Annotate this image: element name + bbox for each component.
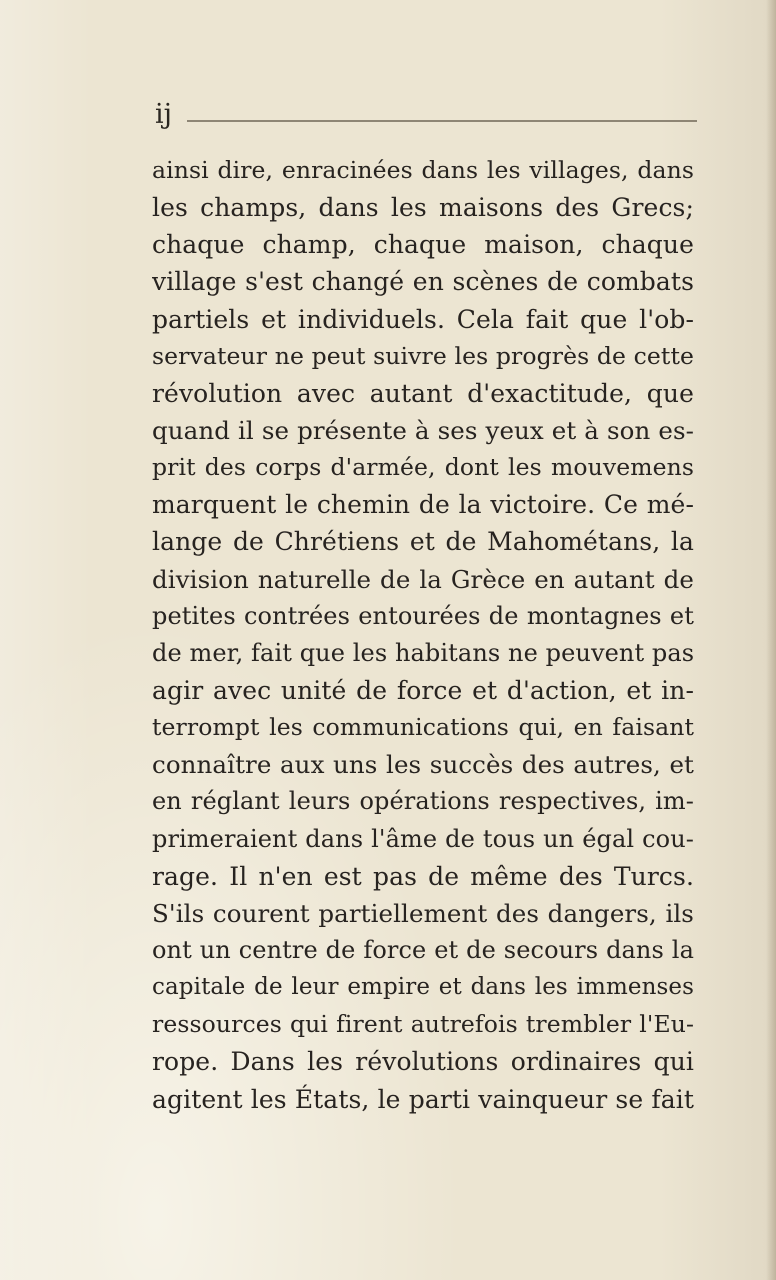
text-line: en réglant leurs opérations respectives, im- [152, 787, 694, 816]
text-line: ressources qui firent autrefois trembler l'Eu- [152, 1010, 694, 1039]
text-line: capitale de leur empire et dans les immenses [152, 974, 694, 1001]
text-line: agitent les États, le parti vainqueur se fait [152, 1084, 694, 1114]
text-line: révolution avec autant d'exactitude, que [152, 378, 694, 408]
text-line: village s'est changé en scènes de combats [152, 267, 694, 297]
header-rule [187, 120, 697, 122]
text-line: quand il se présente à ses yeux et à son es- [152, 415, 694, 445]
text-line: rage. Il n'en est pas de même des Turcs. [152, 861, 694, 891]
body-text [152, 152, 694, 1118]
text-line: agir avec unité de force et d'action, et in- [152, 675, 694, 705]
text-line: ont un centre de force et de secours dans la [152, 935, 694, 964]
text-line: prit des corps d'armée, dont les mouvemens [152, 453, 694, 482]
text-line: chaque champ, chaque maison, chaque [152, 230, 694, 260]
text-line: de mer, fait que les habitans ne peuvent pas [152, 638, 694, 667]
text-line: marquent le chemin de la victoire. Ce mé- [152, 490, 694, 520]
text-line: lange de Chrétiens et de Mahométans, la [152, 527, 694, 557]
running-header [153, 98, 699, 138]
page-gutter-shadow [766, 0, 776, 1280]
text-line: les champs, dans les maisons des Grecs; [152, 193, 694, 223]
text-line: servateur ne peut suivre les progrès de cette [152, 341, 694, 370]
text-line: partiels et individuels. Cela fait que l'ob- [152, 304, 694, 334]
text-line: division naturelle de la Grèce en autant de [152, 564, 694, 594]
text-line: petites contrées entourées de montagnes et [152, 601, 694, 630]
text-line: connaître aux uns les succès des autres, et [152, 750, 694, 780]
text-line: primeraient dans l'âme de tous un égal cou- [152, 824, 694, 853]
text-line: terrompt les communications qui, en faisant [152, 713, 694, 742]
text-line: ainsi dire, enracinées dans les villages, dans [152, 156, 694, 184]
text-line: S'ils courent partiellement des dangers, ils [152, 898, 694, 928]
page-number: ij [155, 99, 173, 130]
text-line: rope. Dans les révolutions ordinaires qui [152, 1047, 694, 1077]
